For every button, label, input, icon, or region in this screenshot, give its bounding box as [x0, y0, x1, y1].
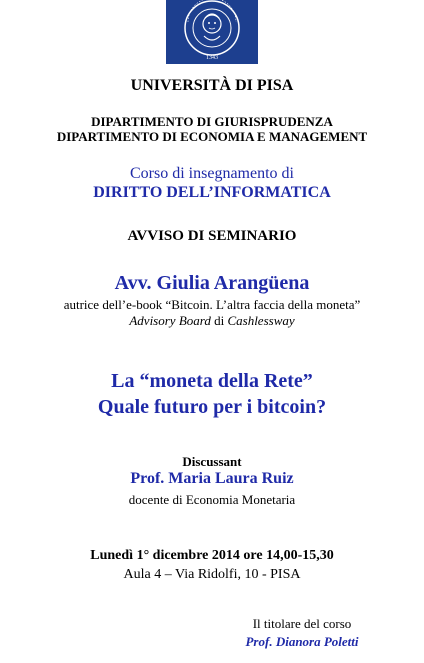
discussant-name: Prof. Maria Laura Ruiz: [130, 470, 294, 487]
event-date: Lunedì 1° dicembre 2014 ore 14,00-15,30: [90, 548, 334, 563]
course-intro: Corso di insegnamento di: [130, 165, 294, 182]
speaker-role: [0, 313, 424, 329]
seal-year: 1343: [206, 55, 218, 61]
course-title: DIRITTO DELL’INFORMATICA: [93, 184, 331, 201]
signature-label: Il titolare del corso: [252, 616, 352, 631]
university-seal-logo: [178, 0, 246, 62]
event-place: Aula 4 – Via Ridolfi, 10 - PISA: [123, 567, 301, 582]
speaker-role-part1: Advisory Board: [129, 313, 211, 328]
department-1: DIPARTIMENTO DI GIURISPRUDENZA: [91, 114, 333, 129]
signature-name: Prof. Dianora Poletti: [245, 634, 359, 649]
speaker-role-part2: di: [210, 313, 228, 328]
discussant-label: Discussant: [182, 454, 242, 469]
discussant-description: docente di Economia Monetaria: [128, 492, 296, 507]
talk-title-line1: La “moneta della Rete”: [111, 370, 313, 392]
speaker-role-part3: Cashlessway: [227, 313, 295, 328]
speaker-name: Avv. Giulia Arangüena: [114, 272, 310, 294]
notice-title: AVVISO DI SEMINARIO: [127, 228, 297, 244]
university-name: UNIVERSITÀ DI PISA: [130, 77, 294, 94]
department-2: DIPARTIMENTO DI ECONOMIA E MANAGEMENT: [56, 129, 368, 144]
speaker-description: autrice dell’e-book “Bitcoin. L’altra faccia della moneta”: [63, 297, 361, 312]
talk-title-line2: Quale futuro per i bitcoin?: [97, 396, 327, 418]
